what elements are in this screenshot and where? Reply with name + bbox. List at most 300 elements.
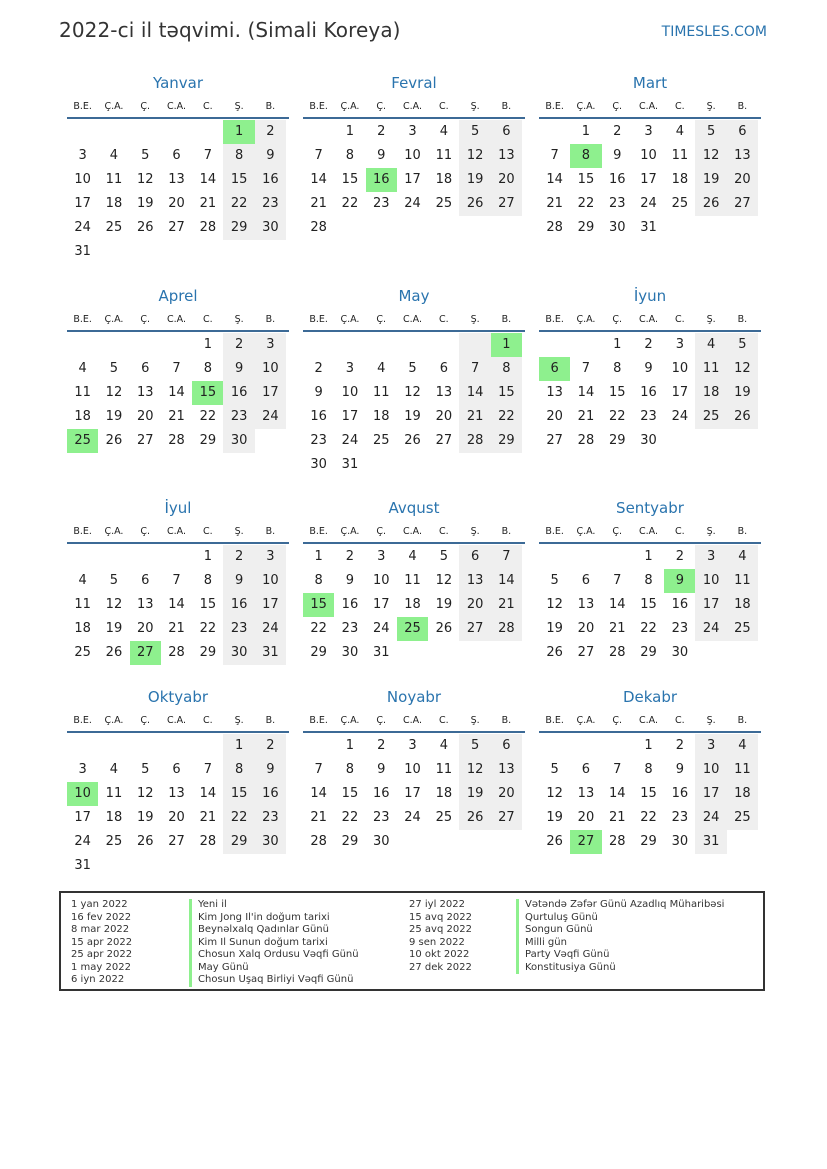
day-cell: 6 (141, 361, 150, 376)
weekday-label: C.A. (639, 526, 659, 537)
day-cell: 28 (459, 429, 490, 453)
day-cell: 27 (570, 830, 601, 854)
day-cell: 15 (192, 381, 223, 405)
weekday-label: Ç. (140, 526, 151, 537)
day-cell: 15 (199, 597, 217, 612)
empty-cell (695, 216, 726, 240)
day-cell: 9 (314, 385, 323, 400)
day-cell: 16 (372, 786, 390, 801)
weekday-label: C. (675, 101, 685, 112)
day-cell: 16 (223, 593, 254, 617)
day-cell: 2 (314, 361, 323, 376)
day-cell: 7 (613, 762, 622, 777)
day-cell: 6 (172, 762, 181, 777)
empty-cell (98, 333, 129, 357)
day-cell: 7 (203, 762, 212, 777)
day-cell: 4 (439, 738, 448, 753)
weekday-label: Ş. (706, 101, 716, 112)
weekday-label: Ç.A. (340, 526, 360, 537)
day-cell: 6 (539, 357, 570, 381)
day-cell: 19 (136, 810, 154, 825)
day-cell: 17 (341, 409, 359, 424)
empty-cell (255, 429, 286, 453)
weekday-label: C. (439, 101, 449, 112)
empty-cell (303, 734, 334, 758)
empty-cell (130, 333, 161, 357)
empty-cell (192, 240, 223, 264)
day-cell: 11 (105, 172, 123, 187)
weekday-label: Ş. (470, 526, 480, 537)
day-cell: 28 (608, 645, 626, 660)
day-cell: 25 (727, 806, 758, 830)
legend-holiday-name: Beynəlxalq Qadınlar Günü (189, 924, 359, 937)
day-cell: 10 (404, 762, 421, 777)
day-cell: 22 (223, 806, 254, 830)
day-cell: 20 (168, 196, 185, 211)
day-cell: 24 (372, 621, 390, 636)
empty-cell (334, 333, 365, 357)
weekday-label: C. (675, 526, 685, 537)
empty-cell (539, 734, 570, 758)
day-cell: 19 (546, 621, 563, 636)
day-cell: 7 (491, 545, 522, 569)
day-cell: 26 (435, 621, 453, 636)
month-block (539, 70, 761, 240)
legend-date: 1 yan 2022 (71, 899, 128, 910)
month-block (303, 684, 525, 854)
weekday-label: C. (439, 314, 449, 325)
legend-holiday-name: Konstitusiya Günü (516, 962, 724, 975)
day-cell: 3 (255, 333, 286, 357)
day-cell: 15 (608, 385, 626, 400)
empty-cell (727, 429, 758, 453)
day-cell: 23 (341, 621, 359, 636)
legend-holiday-name: Kim Il Sunun doğum tarixi (189, 937, 359, 950)
legend-holiday-name: Yeni il (189, 899, 359, 912)
day-cell: 6 (727, 120, 758, 144)
day-cell: 13 (491, 758, 522, 782)
month-name: Dekabr (622, 688, 678, 706)
day-cell: 7 (314, 762, 323, 777)
day-cell: 27 (546, 433, 563, 448)
legend-date: 1 may 2022 (71, 961, 131, 973)
empty-cell (459, 830, 490, 854)
empty-cell (161, 333, 192, 357)
day-cell: 3 (408, 124, 417, 139)
day-cell: 12 (136, 172, 154, 187)
day-cell: 9 (613, 148, 622, 163)
day-cell: 31 (255, 641, 286, 665)
day-grid (303, 333, 525, 477)
weekday-label: C. (439, 715, 449, 726)
day-cell: 17 (695, 782, 726, 806)
day-cell: 6 (491, 120, 522, 144)
day-cell: 4 (727, 545, 758, 569)
day-grid (539, 120, 761, 240)
day-cell: 16 (255, 782, 286, 806)
weekday-label: Ç. (140, 715, 151, 726)
day-cell: 17 (255, 381, 286, 405)
day-cell: 30 (608, 220, 626, 235)
weekday-label: C.A. (167, 526, 187, 537)
weekday-header (303, 710, 525, 733)
day-grid (303, 120, 525, 240)
empty-cell (459, 453, 490, 477)
day-cell: 23 (223, 617, 254, 641)
legend-date: 8 mar 2022 (71, 924, 130, 935)
day-cell: 21 (546, 196, 563, 211)
day-cell: 27 (459, 617, 490, 641)
day-cell: 12 (404, 385, 421, 400)
day-cell: 18 (435, 786, 453, 801)
day-cell: 3 (78, 762, 87, 777)
day-cell: 10 (74, 172, 91, 187)
legend-holiday-name: Chosun Xalq Ordusu Vəqfi Günü (189, 949, 359, 962)
day-cell: 10 (404, 148, 421, 163)
day-cell: 27 (577, 645, 595, 660)
month-block (303, 283, 525, 477)
day-cell: 19 (459, 168, 490, 192)
day-cell: 16 (341, 597, 359, 612)
weekday-label: Ç.A. (104, 526, 124, 537)
day-cell: 10 (671, 361, 689, 376)
weekday-label: B.E. (309, 715, 328, 726)
day-cell: 20 (491, 168, 522, 192)
day-cell: 9 (223, 357, 254, 381)
weekday-label: B. (737, 715, 748, 726)
day-cell: 25 (67, 429, 98, 453)
month-block (67, 70, 289, 264)
day-cell: 9 (345, 573, 355, 588)
day-cell: 30 (255, 830, 286, 854)
legend-date: 15 apr 2022 (71, 936, 133, 948)
day-cell: 29 (310, 645, 327, 660)
day-cell: 6 (141, 573, 150, 588)
day-cell: 8 (314, 573, 323, 588)
month-name: Yanvar (152, 74, 204, 92)
day-cell: 15 (303, 593, 334, 617)
weekday-label: B.E. (545, 715, 564, 726)
day-cell: 25 (435, 196, 453, 211)
weekday-label: Ç.A. (576, 526, 596, 537)
weekday-label: C.A. (639, 101, 659, 112)
empty-cell (98, 854, 129, 878)
day-cell: 31 (74, 244, 91, 259)
day-cell: 15 (341, 786, 359, 801)
day-cell: 23 (255, 192, 286, 216)
weekday-label: Ş. (706, 314, 716, 325)
day-cell: 17 (640, 172, 657, 187)
day-cell: 12 (459, 144, 490, 168)
weekday-header (67, 710, 289, 733)
day-cell: 12 (136, 786, 154, 801)
day-cell: 6 (581, 573, 591, 588)
day-cell: 8 (613, 361, 622, 376)
month-name: İyun (633, 287, 667, 305)
month-name: Fevral (391, 74, 437, 92)
day-cell: 28 (310, 220, 327, 235)
month-block (303, 70, 525, 240)
day-cell: 24 (255, 617, 286, 641)
day-cell: 19 (459, 782, 490, 806)
legend-holiday-name: Kim Jong Il'in doğum tarixi (189, 912, 359, 925)
empty-cell (98, 545, 129, 569)
empty-cell (570, 734, 601, 758)
month-block (67, 283, 289, 453)
weekday-label: B.E. (309, 526, 328, 537)
day-cell: 30 (310, 457, 327, 472)
day-cell: 24 (695, 806, 726, 830)
day-cell: 12 (435, 573, 453, 588)
weekday-label: B.E. (309, 314, 328, 325)
day-cell: 23 (310, 433, 327, 448)
day-cell: 14 (577, 385, 595, 400)
empty-cell (192, 734, 223, 758)
day-cell: 29 (223, 830, 254, 854)
empty-cell (397, 216, 428, 240)
legend-holiday-name: May Günü (189, 962, 359, 975)
month-name: Noyabr (386, 688, 442, 706)
day-cell: 18 (74, 621, 91, 636)
month-block (303, 495, 525, 665)
day-cell: 11 (105, 786, 123, 801)
day-cell: 19 (435, 597, 453, 612)
empty-cell (223, 240, 254, 264)
day-cell: 14 (491, 569, 522, 593)
day-cell: 28 (546, 220, 563, 235)
weekday-label: Ç.A. (104, 101, 124, 112)
empty-cell (539, 333, 570, 357)
empty-cell (491, 453, 522, 477)
month-block (67, 684, 289, 878)
day-cell: 1 (644, 738, 653, 753)
day-cell: 31 (640, 220, 657, 235)
day-cell: 3 (695, 545, 726, 569)
day-cell: 13 (168, 786, 185, 801)
day-cell: 17 (74, 810, 91, 825)
day-cell: 30 (341, 645, 359, 660)
day-cell: 25 (727, 617, 758, 641)
holiday-legend (59, 891, 765, 991)
day-cell: 19 (695, 168, 726, 192)
day-cell: 6 (172, 148, 181, 163)
day-cell: 21 (168, 621, 185, 636)
day-cell: 17 (74, 196, 91, 211)
day-cell: 15 (223, 168, 254, 192)
day-cell: 28 (168, 645, 185, 660)
day-cell: 7 (613, 573, 622, 588)
empty-cell (366, 333, 397, 357)
weekday-header (303, 96, 525, 119)
legend-holiday-name: Qurtuluş Günü (516, 912, 724, 925)
day-cell: 15 (491, 381, 522, 405)
month-name: İyul (164, 499, 192, 517)
day-cell: 26 (546, 834, 563, 849)
weekday-label: B. (737, 526, 748, 537)
day-cell: 24 (255, 405, 286, 429)
weekday-label: Ş. (706, 526, 716, 537)
day-cell: 9 (675, 762, 684, 777)
weekday-label: C. (203, 715, 213, 726)
day-cell: 21 (491, 593, 522, 617)
weekday-label: C. (203, 526, 213, 537)
day-cell: 30 (372, 834, 390, 849)
day-cell: 2 (675, 549, 684, 564)
day-cell: 7 (581, 361, 591, 376)
day-cell: 4 (695, 333, 726, 357)
day-cell: 16 (671, 597, 689, 612)
day-cell: 17 (404, 786, 421, 801)
day-cell: 25 (671, 196, 689, 211)
day-cell: 2 (223, 545, 254, 569)
day-cell: 4 (78, 573, 87, 588)
empty-cell (334, 216, 365, 240)
weekday-label: B. (265, 101, 276, 112)
day-cell: 26 (136, 834, 154, 849)
day-cell: 13 (435, 385, 453, 400)
empty-cell (192, 854, 223, 878)
empty-cell (727, 216, 758, 240)
day-cell: 1 (581, 124, 591, 139)
day-cell: 1 (613, 337, 622, 352)
day-cell: 14 (608, 786, 626, 801)
weekday-label: C.A. (403, 314, 423, 325)
empty-cell (130, 545, 161, 569)
day-cell: 11 (727, 569, 758, 593)
day-cell: 13 (168, 172, 185, 187)
day-cell: 21 (608, 621, 626, 636)
day-cell: 20 (435, 409, 453, 424)
day-cell: 3 (255, 545, 286, 569)
empty-cell (570, 545, 601, 569)
day-cell: 3 (78, 148, 87, 163)
day-cell: 19 (727, 381, 758, 405)
weekday-label: Ç. (376, 314, 387, 325)
day-cell: 20 (727, 168, 758, 192)
weekday-label: B.E. (545, 101, 564, 112)
day-cell: 23 (671, 810, 689, 825)
day-cell: 28 (168, 433, 185, 448)
day-cell: 4 (109, 762, 119, 777)
empty-cell (161, 854, 192, 878)
day-cell: 27 (168, 834, 185, 849)
weekday-label: B.E. (73, 314, 92, 325)
legend-date: 27 dek 2022 (409, 961, 472, 973)
day-cell: 26 (695, 192, 726, 216)
day-cell: 12 (105, 597, 123, 612)
weekday-header (303, 309, 525, 332)
empty-cell (727, 830, 758, 854)
day-cell: 14 (310, 172, 327, 187)
day-cell: 10 (695, 758, 726, 782)
day-grid (303, 545, 525, 665)
day-cell: 2 (255, 120, 286, 144)
day-cell: 21 (168, 409, 185, 424)
empty-cell (161, 545, 192, 569)
day-grid (67, 333, 289, 453)
legend-date: 25 avq 2022 (409, 924, 472, 935)
legend-date: 27 iyl 2022 (409, 899, 466, 910)
empty-cell (161, 734, 192, 758)
empty-cell (602, 734, 633, 758)
day-cell: 17 (255, 593, 286, 617)
empty-cell (130, 734, 161, 758)
day-cell: 22 (491, 405, 522, 429)
day-cell: 29 (608, 433, 626, 448)
day-cell: 12 (695, 144, 726, 168)
legend-date: 6 iyn 2022 (71, 974, 125, 985)
day-cell: 18 (727, 593, 758, 617)
weekday-label: B. (501, 101, 512, 112)
day-cell: 18 (727, 782, 758, 806)
day-cell: 4 (377, 361, 386, 376)
weekday-label: C. (675, 715, 685, 726)
empty-cell (67, 545, 98, 569)
day-cell: 20 (168, 810, 185, 825)
day-cell: 20 (491, 782, 522, 806)
weekday-label: Ç.A. (576, 715, 596, 726)
weekday-label: C.A. (167, 314, 187, 325)
day-cell: 20 (577, 621, 595, 636)
day-cell: 15 (640, 786, 657, 801)
day-grid (67, 734, 289, 878)
weekday-label: B.E. (73, 526, 92, 537)
day-cell: 18 (372, 409, 390, 424)
day-grid (539, 545, 761, 665)
day-cell: 17 (404, 172, 421, 187)
day-cell: 27 (491, 806, 522, 830)
day-cell: 31 (695, 830, 726, 854)
day-cell: 10 (255, 569, 286, 593)
day-cell: 25 (105, 834, 123, 849)
day-cell: 27 (435, 433, 453, 448)
month-block (67, 495, 289, 665)
day-cell: 7 (459, 357, 490, 381)
day-cell: 21 (608, 810, 626, 825)
day-cell: 14 (608, 597, 626, 612)
weekday-header (539, 710, 761, 733)
day-cell: 2 (675, 738, 684, 753)
day-cell: 23 (671, 621, 689, 636)
empty-cell (664, 216, 695, 240)
day-cell: 8 (345, 762, 355, 777)
legend-date: 15 avq 2022 (409, 911, 472, 923)
weekday-label: B.E. (73, 715, 92, 726)
weekday-label: C.A. (639, 715, 659, 726)
day-cell: 16 (640, 385, 657, 400)
day-cell: 18 (105, 810, 123, 825)
day-cell: 26 (459, 192, 490, 216)
day-cell: 25 (397, 617, 428, 641)
day-cell: 22 (310, 621, 327, 636)
day-cell: 13 (491, 144, 522, 168)
brand-link[interactable]: TIMESLES.COM (661, 24, 767, 40)
day-cell: 15 (341, 172, 359, 187)
weekday-label: Ş. (234, 715, 244, 726)
day-cell: 24 (341, 433, 359, 448)
weekday-label: B. (737, 101, 748, 112)
legend-left-names (189, 899, 359, 987)
day-cell: 25 (372, 433, 390, 448)
legend-right-names (516, 899, 724, 974)
day-grid (67, 120, 289, 264)
empty-cell (602, 545, 633, 569)
day-cell: 5 (408, 361, 417, 376)
weekday-label: B. (501, 314, 512, 325)
day-grid (539, 333, 761, 453)
day-cell: 7 (203, 148, 212, 163)
day-cell: 26 (727, 405, 758, 429)
